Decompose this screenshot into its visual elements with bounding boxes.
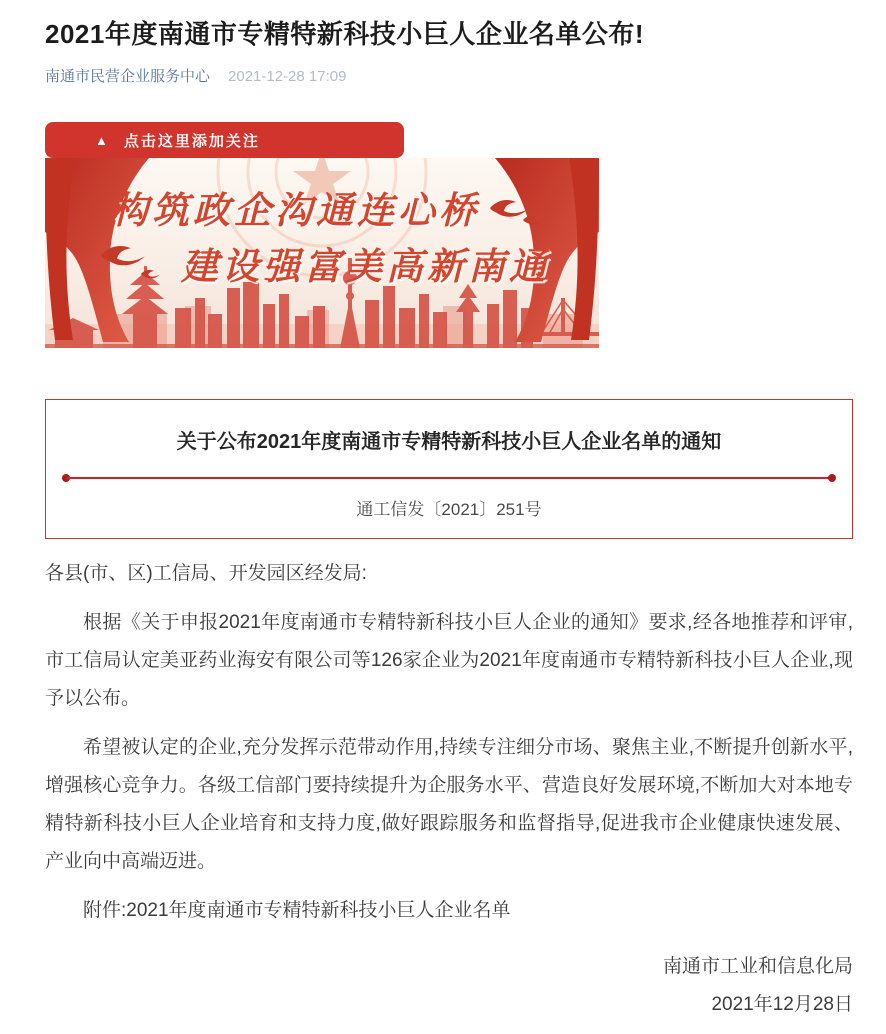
follow-banner-button[interactable] [45,122,404,158]
notice-box [45,399,853,539]
page-title: 2021年度南通市专精特新科技小巨人企业名单公布! [45,19,644,49]
attachment-line: 附件:2021年度南通市专精特新科技小巨人企业名单 [83,900,511,921]
issue-date: 2021年12月28日 [711,994,853,1015]
document-number: 通工信发〔2021〕251号 [356,500,542,519]
banner-image[interactable] [45,158,599,348]
divider-dot-right [828,474,836,482]
divider-line [66,477,832,479]
article-meta [45,66,853,88]
follow-banner-label: 点击这里添加关注 [123,132,260,150]
issuing-authority: 南通市工业和信息化局 [662,956,853,977]
banner-slogan-line2: 建设强富美高新南通 [181,244,550,288]
banner [45,122,599,348]
triangle-up-icon: ▲ [95,132,108,148]
source-link[interactable]: 南通市民营企业服务中心 [45,68,211,85]
body-paragraph: 希望被认定的企业,充分发挥示范带动作用,持续专注细分市场、聚焦主业,不断提升创新水平,增强核心竞争力。各级工信部门要持续提升为企服务水平、营造良好发展环境,不断加大对本地专精特新科技小巨人企业培育和支持力度,做好跟踪服务和监督指导,促进我市企业健康快速发展、产业向中高端迈进。 [45,737,853,872]
banner-slogan-line1: 构筑政企沟通连心桥 [111,188,480,232]
publish-time: 2021-12-28 17:09 [228,68,347,85]
salutation: 各县(市、区)工信局、开发园区经发局: [45,563,367,584]
article-body [45,555,853,1024]
body-paragraph: 根据《关于申报2021年度南通市专精特新科技小巨人企业的通知》要求,经各地推荐和评审,市工信局认定美亚药业海安有限公司等126家企业为2021年度南通市专精特新科技小巨人企业,现予以公布。 [45,612,853,709]
notice-title: 关于公布2021年度南通市专精特新科技小巨人企业名单的通知 [176,431,722,453]
notice-divider [62,474,836,482]
